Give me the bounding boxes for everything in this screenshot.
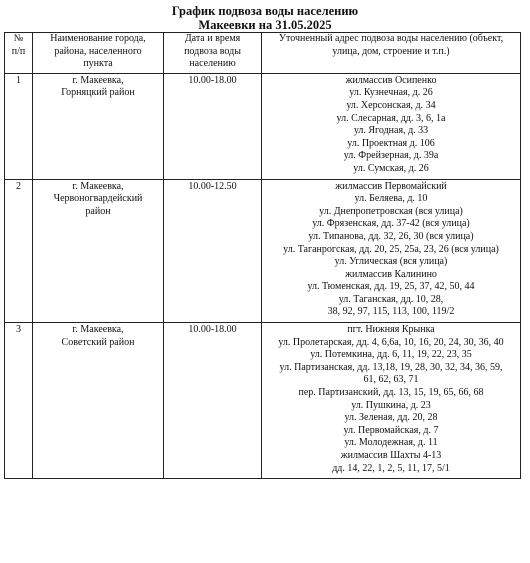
- address-line: ул. Слесарная, дд. 3, 6, 1а: [336, 112, 446, 124]
- city-line: г. Макеевка,: [72, 180, 124, 192]
- header-city-line: Наименование города,: [50, 33, 146, 44]
- address-line: пер. Партизанский, дд. 13, 15, 19, 65, 66, 68: [298, 387, 484, 399]
- address-line: жилмассив Первомайский: [335, 180, 447, 192]
- city-line: Советский район: [61, 336, 135, 348]
- address-line: 61, 62, 63, 71: [363, 374, 419, 386]
- header-address: [262, 33, 521, 74]
- header-num-line: №: [13, 33, 24, 44]
- address-line: ул. Беляева, д. 10: [354, 193, 428, 205]
- address-line: ул. Сумская, д. 26: [353, 162, 429, 174]
- row-address: [262, 73, 521, 179]
- header-time-line: населению: [189, 58, 236, 70]
- address-line: 38, 92, 97, 115, 113, 100, 119/2: [327, 306, 455, 318]
- title-line-2: Макеевки на 31.05.2025: [198, 18, 332, 32]
- address-line: ул. Днепропетровская (вся улица): [319, 205, 463, 217]
- header-time-line: подвоза воды: [184, 45, 241, 57]
- row-number: 1: [5, 73, 33, 179]
- header-time-line: Дата и время: [184, 33, 241, 44]
- address-line: ул. Проектная д. 106: [347, 137, 435, 149]
- document-title: [0, 4, 530, 32]
- water-schedule-table: [4, 32, 521, 479]
- row-time: 10.00-12.50: [164, 179, 262, 323]
- address-line: ул. Потемкина, дд. 6, 11, 19, 22, 23, 35: [310, 349, 472, 361]
- address-line: ул. Таганрогская, дд. 20, 25, 25а, 23, 26 (вся улица): [283, 243, 499, 255]
- address-line: жилмассив Калинино: [345, 268, 437, 280]
- header-city-line: района, населенного: [54, 45, 142, 57]
- city-line: г. Макеевка,: [72, 74, 124, 86]
- address-line: ул. Кузнечная, д. 26: [349, 87, 433, 99]
- address-line: ул. Пролетарская, дд. 4, 6,6а, 10, 16, 20, 24, 30, 36, 40: [278, 336, 504, 348]
- address-line: дд. 14, 22, 1, 2, 5, 11, 17, 5/1: [332, 462, 450, 474]
- header-address-line: улица, дом, строение и т.п.): [332, 45, 450, 57]
- address-line: ул. Углическая (вся улица): [334, 256, 448, 268]
- header-num-line: п/п: [11, 45, 26, 57]
- header-city: [33, 33, 164, 74]
- address-line: ул. Фрейзерная, д. 39а: [343, 150, 439, 162]
- address-line: жилмассив Осипенко: [345, 74, 437, 86]
- table-row: [5, 179, 521, 323]
- address-line: ул. Партизанская, дд. 13,18, 19, 28, 30, 32, 34, 36, 59,: [279, 361, 503, 373]
- address-line: ул. Молодежная, д. 11: [344, 437, 438, 449]
- table-row: [5, 323, 521, 479]
- table-header-row: [5, 33, 521, 74]
- address-line: ул. Ягодная, д. 33: [353, 125, 429, 137]
- row-address: [262, 179, 521, 323]
- title-line-1: График подвоза воды населению: [171, 4, 359, 18]
- address-line: ул. Фрязенская, дд. 37-42 (вся улица): [312, 218, 470, 230]
- row-address: [262, 323, 521, 479]
- address-line: ул. Таганская, дд. 10, 28,: [338, 293, 444, 305]
- address-line: ул. Пушкина, д. 23: [351, 399, 431, 411]
- address-line: ул. Типанова, дд. 32, 26, 30 (вся улица): [308, 230, 474, 242]
- row-number: 2: [5, 179, 33, 323]
- address-line: ул. Тюменская, дд. 19, 25, 37, 42, 50, 44: [307, 281, 475, 293]
- city-line: Горняцкий район: [61, 87, 135, 99]
- address-line: пгт. Нижняя Крынка: [347, 324, 435, 336]
- address-line: ул. Первомайская, д. 7: [343, 424, 439, 436]
- row-number: 3: [5, 323, 33, 479]
- city-line: г. Макеевка,: [72, 324, 124, 336]
- address-line: ул. Зеленая, дд. 20, 28: [344, 412, 438, 424]
- city-line: Червоногвардейский: [53, 193, 143, 205]
- row-time: 10.00-18.00: [164, 73, 262, 179]
- address-line: жилмассив Шахты 4-13: [340, 450, 442, 461]
- table-row: [5, 73, 521, 179]
- row-city: [33, 179, 164, 323]
- row-city: [33, 73, 164, 179]
- header-time: [164, 33, 262, 74]
- city-line: район: [85, 205, 111, 217]
- header-address-line: Уточненный адрес подвоза воды населению (объект,: [278, 33, 504, 44]
- row-time: 10.00-18.00: [164, 323, 262, 479]
- header-city-line: пункта: [83, 58, 113, 70]
- header-num: [5, 33, 33, 74]
- address-line: ул. Херсонская, д. 34: [346, 99, 436, 111]
- row-city: [33, 323, 164, 479]
